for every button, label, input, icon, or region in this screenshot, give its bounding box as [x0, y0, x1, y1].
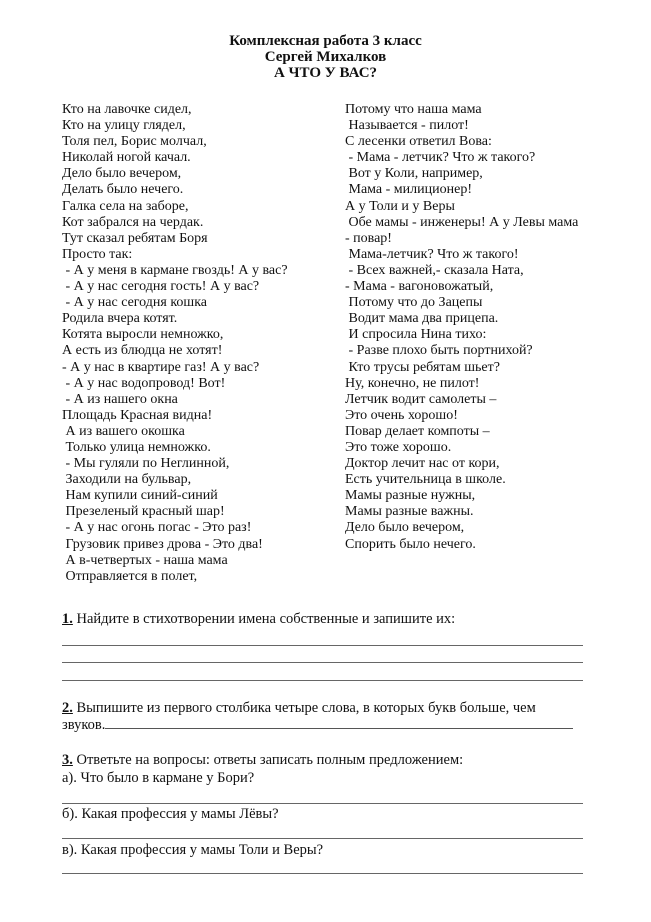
poem-line: - А у нас в квартире газ! А у вас? [62, 359, 260, 375]
question-text: звуков. [62, 717, 106, 733]
poem-line: И спросила Нина тихо: [345, 327, 487, 343]
answer-line[interactable] [62, 873, 583, 874]
poem-line: Потому что до Зацепы [345, 295, 483, 311]
question-3 [62, 752, 463, 769]
poem-line: А из вашего окошка [62, 423, 185, 439]
poem-line: Презеленый красный шар! [62, 504, 225, 520]
poem-line: Дело было вечером, [345, 520, 465, 536]
poem-line: Грузовик привез дрова - Это два! [62, 536, 263, 552]
poem-line: Кто на лавочке сидел, [62, 102, 192, 117]
poem-line: Делать было нечего. [62, 182, 184, 198]
poem-line: - А у нас сегодня кошка [62, 295, 208, 311]
poem-line: С лесенки ответил Вова: [345, 134, 492, 150]
poem-line: Родила вчера котят. [62, 311, 178, 327]
poem-line: Обе мамы - инженеры! А у Левы мама [345, 214, 579, 230]
poem-line: Кот забрался на чердак. [62, 214, 204, 230]
poem-line: Кто трусы ребятам шьет? [345, 359, 500, 375]
question-1 [62, 611, 455, 628]
poem-line: - А у нас огонь погас - Это раз! [62, 520, 252, 536]
poem-line: Отправляется в полет, [62, 568, 198, 584]
poem-line: Только улица немножко. [62, 439, 211, 455]
poem-line: Просто так: [62, 246, 133, 262]
poem-line: А в-четвертых - наша мама [62, 552, 228, 568]
answer-line[interactable] [62, 662, 583, 663]
answer-line[interactable] [105, 727, 573, 729]
question-text: Ответьте на вопросы: ответы записать полным предложением: [72, 752, 464, 768]
poem-line: - повар! [345, 230, 392, 246]
poem-line: Дело было вечером, [62, 166, 182, 182]
poem-line: Мамы разные важны. [345, 504, 474, 520]
poem-line: Заходили на бульвар, [62, 472, 192, 488]
poem-title: А ЧТО У ВАС? [273, 65, 378, 81]
poem-line: Мама - милиционер! [345, 182, 472, 198]
poem-line: Ну, конечно, не пилот! [345, 375, 480, 391]
poem-line: Нам купили синий-синий [62, 488, 218, 504]
poem-line: Мамы разные нужны, [345, 488, 476, 504]
poem-line: Вот у Коли, например, [345, 166, 483, 182]
poem-line: Это тоже хорошо. [345, 439, 452, 455]
poem-line: Это очень хорошо! [345, 407, 458, 423]
poem-line: - Всех важней,- сказала Ната, [345, 262, 524, 278]
poem-line: А у Толи и у Веры [345, 198, 455, 214]
poem-line: - Мы гуляли по Неглинной, [62, 456, 230, 472]
question-number: 1. [62, 611, 73, 627]
poem-line: Площадь Красная видна! [62, 407, 213, 423]
question-2 [62, 700, 536, 717]
poem-line: Котята выросли немножко, [62, 327, 224, 343]
poem-line: Мама-летчик? Что ж такого! [345, 246, 519, 262]
poem-line: - А у нас водопровод! Вот! [62, 375, 226, 391]
poem-line: Есть учительница в школе. [345, 472, 506, 488]
poem-line: Кто на улицу глядел, [62, 118, 186, 134]
poem-line: - Разве плохо быть портнихой? [345, 343, 533, 359]
question-3b: б). Какая профессия у мамы Лёвы? [62, 806, 279, 822]
answer-line[interactable] [62, 645, 583, 646]
question-number: 3. [62, 752, 73, 768]
poem-line: Тут сказал ребятам Боря [62, 230, 208, 246]
poem-line: - А у нас сегодня гость! А у вас? [62, 279, 260, 295]
poem-line: - Мама - вагоновожатый, [345, 279, 494, 295]
poem-line: Доктор лечит нас от кори, [345, 456, 500, 472]
poem-line: Толя пел, Борис молчал, [62, 134, 207, 150]
poem-line: Николай ногой качал. [62, 150, 191, 166]
poem-line: А есть из блюдца не хотят! [62, 343, 223, 359]
poem-line: Галка села на заборе, [62, 198, 189, 214]
answer-line[interactable] [62, 680, 583, 681]
worksheet-title: Комплексная работа 3 класс [229, 33, 422, 49]
poem-line: Называется - пилот! [345, 118, 469, 134]
poem-line: Спорить было нечего. [345, 536, 476, 552]
question-3c: в). Какая профессия у мамы Толи и Веры? [62, 842, 324, 858]
poem-line: - Мама - летчик? Что ж такого? [345, 150, 536, 166]
question-text: Найдите в стихотворении имена собственные и запишите их: [72, 611, 456, 627]
author-name: Сергей Михалков [264, 49, 387, 65]
poem-line: Потому что наша мама [345, 102, 482, 117]
answer-line[interactable] [62, 838, 583, 839]
question-3a: а). Что было в кармане у Бори? [62, 770, 255, 786]
poem-line: - А из нашего окна [62, 391, 178, 407]
poem-column-2 [345, 102, 578, 553]
poem-line: Повар делает компоты – [345, 423, 490, 439]
question-number: 2. [62, 700, 73, 716]
question-text: Выпишите из первого столбика четыре слова, в которых букв больше, чем [72, 700, 536, 716]
poem-line: Водит мама два прицепа. [345, 311, 499, 327]
poem-column-1 [62, 102, 288, 585]
answer-line[interactable] [62, 803, 583, 804]
poem-line: Летчик водит самолеты – [345, 391, 497, 407]
poem-line: - А у меня в кармане гвоздь! А у вас? [62, 262, 288, 278]
question-2-continuation [62, 717, 573, 734]
